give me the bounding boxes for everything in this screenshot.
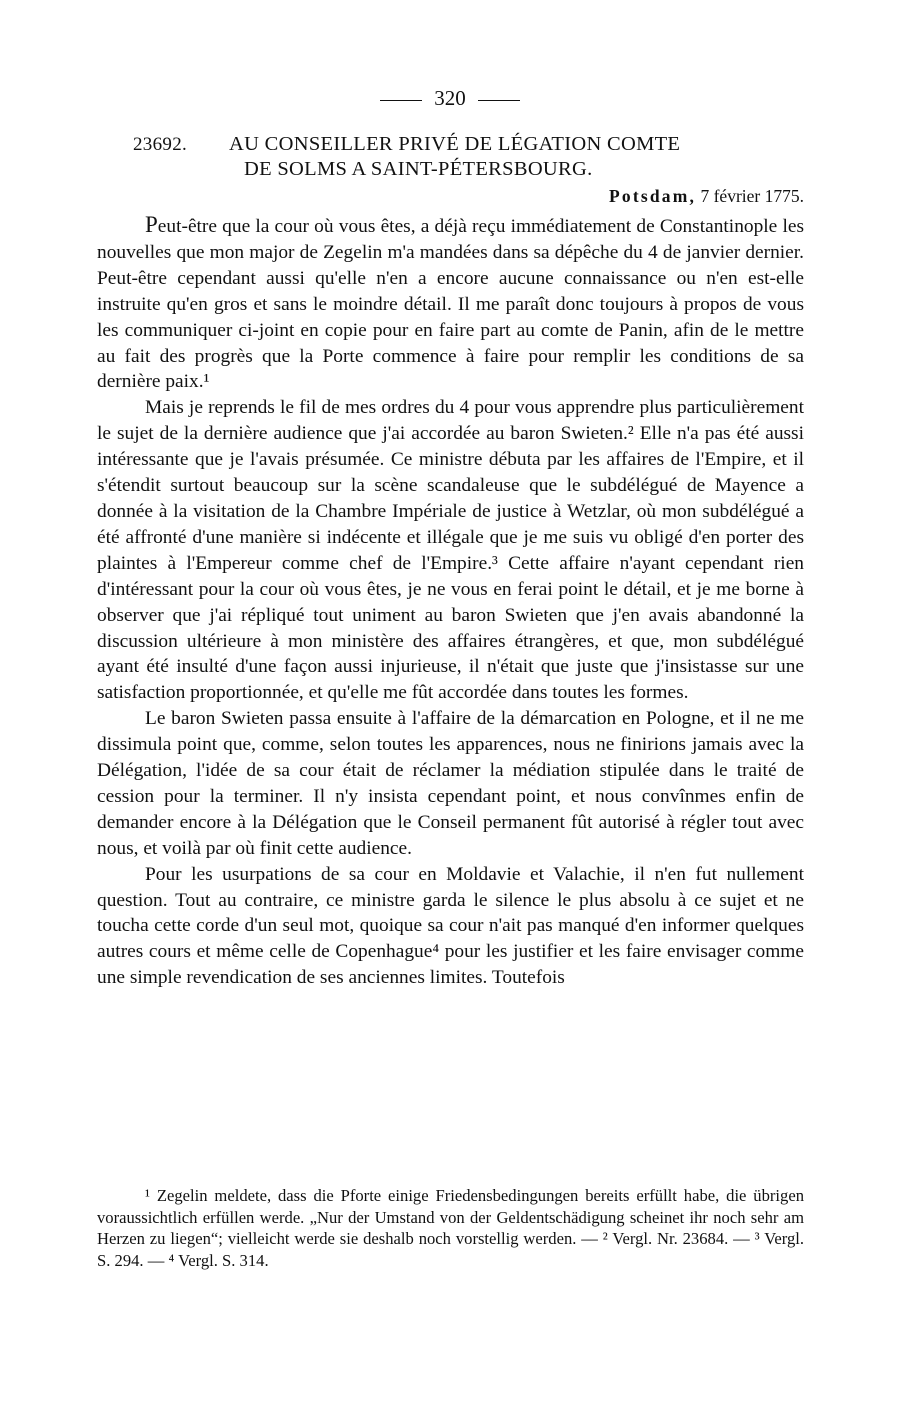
- heading-line-2: DE SOLMS A SAINT-PÉTERSBOURG.: [244, 158, 593, 180]
- letter-body: [97, 212, 804, 991]
- letter-number: 23692.: [133, 134, 188, 155]
- right-rule: [478, 100, 520, 101]
- paragraph-3: Le baron Swieten passa ensuite à l'affaire de la démarcation en Pologne, et il ne me dissimula point que, comme, selon toutes les apparences, nous ne finirions jamais avec la Délégation, l'idée de sa cour était de réclamer la médiation stipulée dans le traité de cession pour la terminer. Il n'y insista cependant point, et nous convînmes enfin de demander encore à la Délégation que le Conseil permanent fût autorisé à régler tout avec nous, et voilà par où finit cette audience.: [97, 708, 804, 859]
- page-number-line: [0, 86, 900, 111]
- paragraph-4: Pour les usurpations de sa cour en Moldavie et Valachie, il n'en fut nullement question. Tout au contraire, ce ministre garda le silence le plus absolu à ce sujet et ne toucha cette corde d'un seul mot, quoique sa cour n'ait pas manqué d'en informer quelques autres cours et même celle de Copenhague⁴ pour les justifier et les faire envisager comme une simple revendication de ses anciennes limites. Toutefois: [97, 863, 804, 989]
- dateline-place: Potsdam,: [608, 186, 697, 206]
- footnotes: [97, 1185, 804, 1271]
- paragraph-1: [97, 212, 804, 395]
- left-rule: [380, 100, 422, 101]
- letter-heading: [133, 132, 813, 182]
- paragraph-1-text: eut-être que la cour où vous êtes, a déjà reçu immédiatement de Constantinople les nouvelles que mon major de Zegelin m'a mandées dans sa dépêche du 4 de janvier dernier. Peut-être cependant aussi qu'elle n'en a encore aucune connaissance ou n'en est-elle instruite qu'en gros et sans le moindre détail. Il me paraît donc toujours à propos de vous les communiquer ci-joint en copie pour en faire part au comte de Panin, afin de le mettre au fait des progrès que la Porte commence à faire pour remplir les conditions de sa dernière paix.¹: [97, 216, 804, 393]
- dateline-date: 7 février 1775.: [700, 186, 804, 206]
- paragraph-2: Mais je reprends le fil de mes ordres du 4 pour vous apprendre plus particulièrement le sujet de la dernière audience que j'ai accordée au baron Swieten.² Elle n'a pas été aussi intéressante que je l'avais présumée. Ce ministre débuta par les affaires de l'Empire, et il s'étendit surtout beaucoup sur la scène scandaleuse que le subdélégué de Mayence a donnée à la visitation de la Chambre Impériale de justice à Wetzlar, où mon subdélégué a été affronté d'une manière si indécente et illégale que je me suis vu obligé d'en porter des plaintes à l'Empereur comme chef de l'Empire.³ Cette affaire n'ayant cependant rien d'intéressant pour la cour où vous êtes, je ne vous en ferai point le détail, et je me borne à observer que j'ai répliqué tout uniment au baron Swieten que j'en avais abandonné la discussion ultérieure à mon ministère des affaires étrangères, et que, mon subdélégué ayant été insulté d'une façon aussi injurieuse, il n'était que juste que j'insistasse sur une satisfaction proportionnée, et qu'elle me fût accordée dans toutes les formes.: [97, 397, 804, 704]
- heading-line-1: AU CONSEILLER PRIVÉ DE LÉGATION COMTE: [229, 133, 681, 155]
- initial-letter: P: [145, 212, 158, 237]
- footnote-text: ¹ Zegelin meldete, dass die Pforte einige Friedensbedingungen bereits erfüllt habe, die übrigen voraussichtlich erfüllen werde. „Nur der Umstand von der Geldentschädigung scheinet ihr noch sehr am Herzen zu liegen“; vielleicht werde sie deshalb noch vorstellig werden. — ² Vergl. Nr. 23684. — ³ Vergl. S. 294. — ⁴ Vergl. S. 314.: [97, 1186, 804, 1270]
- dateline: [609, 186, 804, 207]
- page-number: 320: [434, 86, 466, 110]
